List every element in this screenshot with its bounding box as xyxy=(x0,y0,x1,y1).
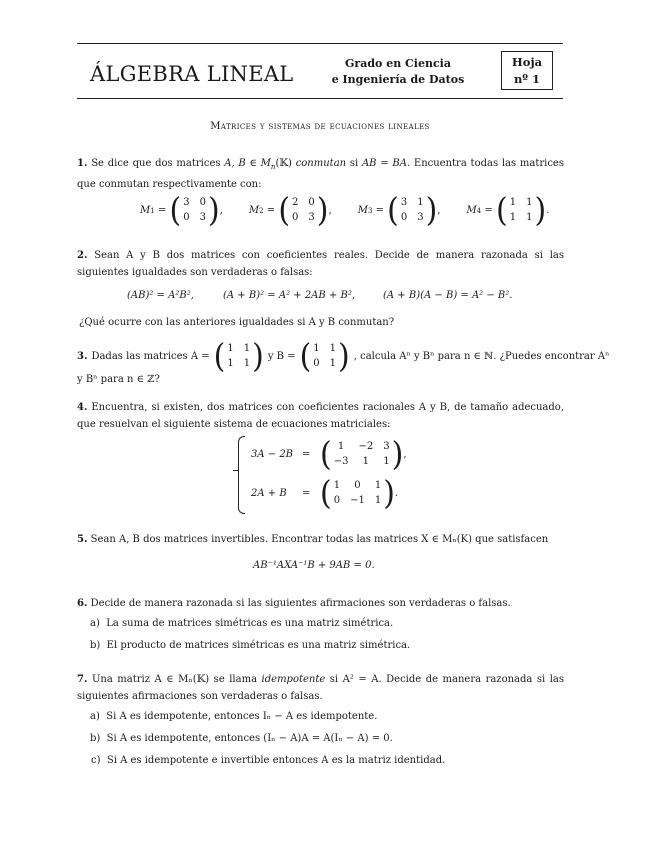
header-top-rule xyxy=(77,43,563,44)
ex1-matrix-2-entries xyxy=(292,196,315,226)
ex1-matrix-1-entry-0-1: 0 xyxy=(199,197,206,208)
ex4-matrix-1-entry-0-2: 3 xyxy=(383,441,390,452)
ex3-B-matrix-entry-1-0: 0 xyxy=(313,358,320,369)
ex1-matrix-name: M xyxy=(140,205,151,216)
ex4-matrix-2-entries xyxy=(334,479,382,509)
ex1-text-b: si xyxy=(346,158,362,169)
ex4-matrix-2-punctuation: . xyxy=(394,488,399,499)
ex1-matrix-3-entry-1-1: 3 xyxy=(417,212,424,223)
ex1-matrix-3-entry-0-1: 1 xyxy=(417,197,424,208)
ex5-equation: AB⁻¹AXA⁻¹B + 9AB = 0. xyxy=(253,560,375,571)
ex1-matrix-2-left-paren: ( xyxy=(278,191,291,230)
ex4-matrix-1-entries xyxy=(334,440,390,470)
ex1-punctuation: , xyxy=(328,205,332,216)
ex1-matrix-2-entry-0-1: 0 xyxy=(308,197,315,208)
ex7-item-b-label: b) xyxy=(90,733,101,744)
ex1-matrix-4-right-paren: ) xyxy=(534,191,547,230)
ex4-text: Encuentra, si existen, dos matrices con coeficientes racionales A y B, de tamaño adecuado, que resuelvan el siguiente sistema de ecuaciones matriciales: xyxy=(77,402,564,430)
ex4-matrix-2-entry-0-0: 1 xyxy=(333,480,341,491)
ex4-matrix-1-entry-0-0: 1 xyxy=(337,441,345,452)
ex3-B-matrix-entries xyxy=(313,342,336,372)
ex4-eq1-rhs-matrix xyxy=(320,435,407,474)
ex4-matrix-1-entry-1-1: 1 xyxy=(362,456,370,467)
ex4-matrix-2-left-paren: ( xyxy=(320,474,332,513)
ex1-matrix-4-entry-1-0: 1 xyxy=(509,212,517,223)
sheet-number: nº 1 xyxy=(513,72,541,86)
ex1-punctuation: , xyxy=(219,205,223,216)
exercise-1-number: 1. xyxy=(77,158,88,169)
ex7-item-c-label: c) xyxy=(91,755,101,766)
ex6-item-a xyxy=(90,617,393,631)
ex4-matrix-2-entry-0-1: 0 xyxy=(354,480,361,491)
ex1-matrix-subscript: 4 xyxy=(476,207,482,215)
ex4-eq2-rel: = xyxy=(302,488,311,499)
ex4-eq1-lhs: 3A − 2B xyxy=(251,449,294,460)
ex6-item-a-text: La suma de matrices simétricas es una matriz simétrica. xyxy=(106,618,394,629)
ex1-matrix-item-2 xyxy=(248,191,332,230)
ex3-matrix-a xyxy=(213,337,264,376)
ex1-matrix-2-entry-0-0: 2 xyxy=(292,197,299,208)
ex4-matrix-1 xyxy=(320,435,404,474)
ex1-punctuation: , xyxy=(437,205,441,216)
system-brace-tip xyxy=(233,470,239,471)
ex1-matrix-4-left-paren: ( xyxy=(496,191,508,230)
ex4-matrix-1-entry-0-1: −2 xyxy=(358,441,374,452)
degree-name xyxy=(318,56,478,88)
ex4-matrix-2-entry-1-1: −1 xyxy=(350,495,365,506)
ex1-matrix-1-entries xyxy=(183,196,206,226)
ex1-matrix-3-left-paren: ( xyxy=(387,191,399,230)
ex1-matrix-4 xyxy=(496,191,547,230)
ex1-matrix-2 xyxy=(278,191,329,230)
degree-line-2: e Ingeniería de Datos xyxy=(331,73,465,86)
ex2-equation-2: (A + B)² = A² + 2AB + B², xyxy=(223,290,356,301)
ex2-equation-3: (A + B)(A − B) = A² − B². xyxy=(383,290,513,301)
exercise-7-statement xyxy=(77,671,564,705)
ex4-matrix-2-right-paren: ) xyxy=(383,474,395,513)
ex7-item-b-text: Si A es idempotente, entonces (Iₙ − A)A = A(Iₙ − A) = 0. xyxy=(106,733,393,744)
ex1-matrix-subscript: 2 xyxy=(259,207,264,215)
ex3-A-matrix-entry-0-1: 1 xyxy=(243,343,251,354)
exercise-5-statement xyxy=(77,531,564,548)
ex1-matrix-4-entry-0-0: 1 xyxy=(509,197,517,208)
ex1-matrix-2-entry-1-0: 0 xyxy=(292,212,299,223)
ex4-matrix-2-entry-1-0: 0 xyxy=(333,495,341,506)
ex4-eq2-lhs: 2A + B xyxy=(251,488,287,499)
ex7-item-a xyxy=(90,710,377,724)
exercise-2-number: 2. xyxy=(77,250,88,261)
ex7-item-a-label: a) xyxy=(90,711,100,722)
ex3-B-matrix-right-paren: ) xyxy=(338,337,350,376)
sheet-label: Hoja xyxy=(511,55,543,69)
ex1-matrix-3-entry-0-0: 3 xyxy=(400,197,408,208)
ex2-equation-1: (AB)² = A²B², xyxy=(127,290,194,301)
ex7-item-c-text: Si A es idempotente e invertible entonces A es la matriz identidad. xyxy=(106,755,446,766)
ex4-eq2-rhs-matrix xyxy=(320,474,399,513)
ex1-matrix-3-entry-1-0: 0 xyxy=(400,212,408,223)
ex4-matrix-1-entry-1-0: −3 xyxy=(333,456,349,467)
ex3-B-matrix-left-paren: ( xyxy=(299,337,312,376)
ex1-matrix-2-entry-1-1: 3 xyxy=(308,212,315,223)
ex1-matrix-1 xyxy=(169,191,220,230)
ex3-A-matrix-entries xyxy=(227,342,250,372)
ex1-matrix-3-entries xyxy=(401,196,424,226)
ex6-text: Decide de manera razonada si las siguientes afirmaciones son verdaderas o falsas. xyxy=(87,598,511,609)
ex3-matrix-b xyxy=(299,337,350,376)
ex1-matrix-item-1 xyxy=(140,191,223,230)
exercise-3-line-2: y Bⁿ para n ∈ ℤ? xyxy=(77,374,160,385)
sheet-number-box xyxy=(501,51,553,90)
system-brace xyxy=(238,436,245,514)
ex3-B-matrix-entry-1-1: 1 xyxy=(329,358,337,369)
ex1-matrix-1-right-paren: ) xyxy=(207,191,220,230)
ex3-A-matrix-entry-0-0: 1 xyxy=(227,343,234,354)
ex1-text-a: Se dice que dos matrices xyxy=(87,158,225,169)
degree-line-1: Grado en Ciencia xyxy=(345,57,451,70)
ex1-matrix-1-entry-1-1: 3 xyxy=(199,212,206,223)
course-title: ÁLGEBRA LINEAL xyxy=(90,62,294,86)
exercise-5-number: 5. xyxy=(77,534,88,545)
ex1-matrix-4-entry-0-1: 1 xyxy=(526,197,533,208)
ex3-A-matrix-entry-1-0: 1 xyxy=(227,358,234,369)
ex1-punctuation: . xyxy=(546,205,550,216)
ex3-A-matrix-right-paren: ) xyxy=(252,337,264,376)
ex7-text-b: si A² = A. Decide de manera razonada si las siguientes afirmaciones son verdaderas o falsas. xyxy=(77,674,564,702)
ex1-matrix-subscript: 3 xyxy=(367,207,373,215)
exercise-4-number: 4. xyxy=(77,402,88,413)
ex3-B-matrix-entry-0-1: 1 xyxy=(329,343,337,354)
ex6-item-a-label: a) xyxy=(90,618,100,629)
ex3-A-matrix xyxy=(213,337,264,376)
exercise-6-number: 6. xyxy=(77,598,88,609)
ex3-text-b: y B = xyxy=(267,351,296,362)
ex1-equals: = xyxy=(263,205,279,216)
ex1-math-c: AB = BA xyxy=(361,158,407,169)
ex3-A-matrix-left-paren: ( xyxy=(213,337,226,376)
ex4-matrix-2 xyxy=(320,474,395,513)
ex3-B-matrix-entry-0-0: 1 xyxy=(313,343,320,354)
ex1-matrix-3-right-paren: ) xyxy=(425,191,438,230)
ex1-matrix-2-right-paren: ) xyxy=(316,191,329,230)
ex2-question: ¿Qué ocurre con las anteriores igualdades si A y B conmutan? xyxy=(79,317,395,328)
ex1-math-b: (𝕂) xyxy=(275,158,296,169)
ex6-item-b-label: b) xyxy=(90,640,101,651)
ex1-text-c: . Encuentra todas las matrices que conmutan respectivamente con: xyxy=(77,158,564,190)
exercise-3-line-1 xyxy=(77,337,610,376)
exercise-3-number: 3. xyxy=(77,351,88,362)
ex7-item-c xyxy=(91,754,445,768)
ex1-matrix-item-4 xyxy=(466,191,550,230)
ex1-matrix-4-entries xyxy=(510,196,533,226)
exercise-6-statement xyxy=(77,595,564,612)
ex4-matrix-1-left-paren: ( xyxy=(320,435,332,474)
ex1-math-sub: n xyxy=(270,163,276,171)
ex7-item-b xyxy=(90,732,393,746)
ex1-matrix-item-3 xyxy=(357,191,441,230)
ex1-equals: = xyxy=(372,205,388,216)
ex1-matrix-subscript: 1 xyxy=(150,207,155,215)
ex4-matrix-1-right-paren: ) xyxy=(391,435,404,474)
ex1-math-a: A, B ∈ M xyxy=(224,158,271,169)
ex1-matrix-3 xyxy=(387,191,438,230)
ex1-matrix-name: M xyxy=(466,205,477,216)
exercise-1-matrices xyxy=(140,191,550,230)
ex7-term-idempotente: idempotente xyxy=(261,674,326,685)
ex2-text: Sean A y B dos matrices con coeficientes reales. Decide de manera razonada si las siguientes igualdades son verdaderas o falsas: xyxy=(77,250,564,278)
ex4-matrix-2-entry-0-2: 1 xyxy=(374,480,382,491)
sheet-subtitle: Matrices y sistemas de ecuaciones lineales xyxy=(210,121,430,132)
ex7-text-a: Una matriz A ∈ Mₙ(𝕂) se llama xyxy=(87,674,262,685)
ex4-matrix-1-punctuation: , xyxy=(403,449,407,460)
ex3-B-matrix xyxy=(299,337,350,376)
ex1-equals: = xyxy=(481,205,496,216)
ex1-matrix-1-entry-0-0: 3 xyxy=(183,197,190,208)
ex1-matrix-1-entry-1-0: 0 xyxy=(183,212,190,223)
ex7-item-a-text: Si A es idempotente, entonces Iₙ − A es idempotente. xyxy=(106,711,378,722)
ex3-text-c: , calcula Aⁿ y Bⁿ para n ∈ ℕ. ¿Puedes encontrar Aⁿ xyxy=(353,351,610,362)
ex4-eq1-rel: = xyxy=(302,449,311,460)
ex1-term-conmutan: conmutan xyxy=(295,158,347,169)
exercise-2-statement xyxy=(77,247,564,281)
ex1-matrix-1-left-paren: ( xyxy=(169,191,182,230)
ex3-text-a: Dadas las matrices A = xyxy=(91,351,210,362)
ex1-equals: = xyxy=(154,205,170,216)
ex4-matrix-1-entry-1-2: 1 xyxy=(383,456,390,467)
ex1-matrix-name: M xyxy=(248,205,260,216)
ex1-matrix-4-entry-1-1: 1 xyxy=(526,212,533,223)
exercise-1-statement xyxy=(77,155,564,193)
ex6-item-b xyxy=(90,639,410,653)
ex3-A-matrix-entry-1-1: 1 xyxy=(243,358,251,369)
ex5-text: Sean A, B dos matrices invertibles. Encontrar todas las matrices X ∈ Mₙ(K) que satisfacen xyxy=(87,534,549,545)
exercise-4-statement xyxy=(77,399,564,433)
ex4-matrix-2-entry-1-2: 1 xyxy=(374,495,382,506)
exercise-7-number: 7. xyxy=(77,674,88,685)
header-bottom-rule xyxy=(77,98,563,99)
ex6-item-b-text: El producto de matrices simétricas es una matriz simétrica. xyxy=(106,640,411,651)
ex1-matrix-name: M xyxy=(357,205,368,216)
